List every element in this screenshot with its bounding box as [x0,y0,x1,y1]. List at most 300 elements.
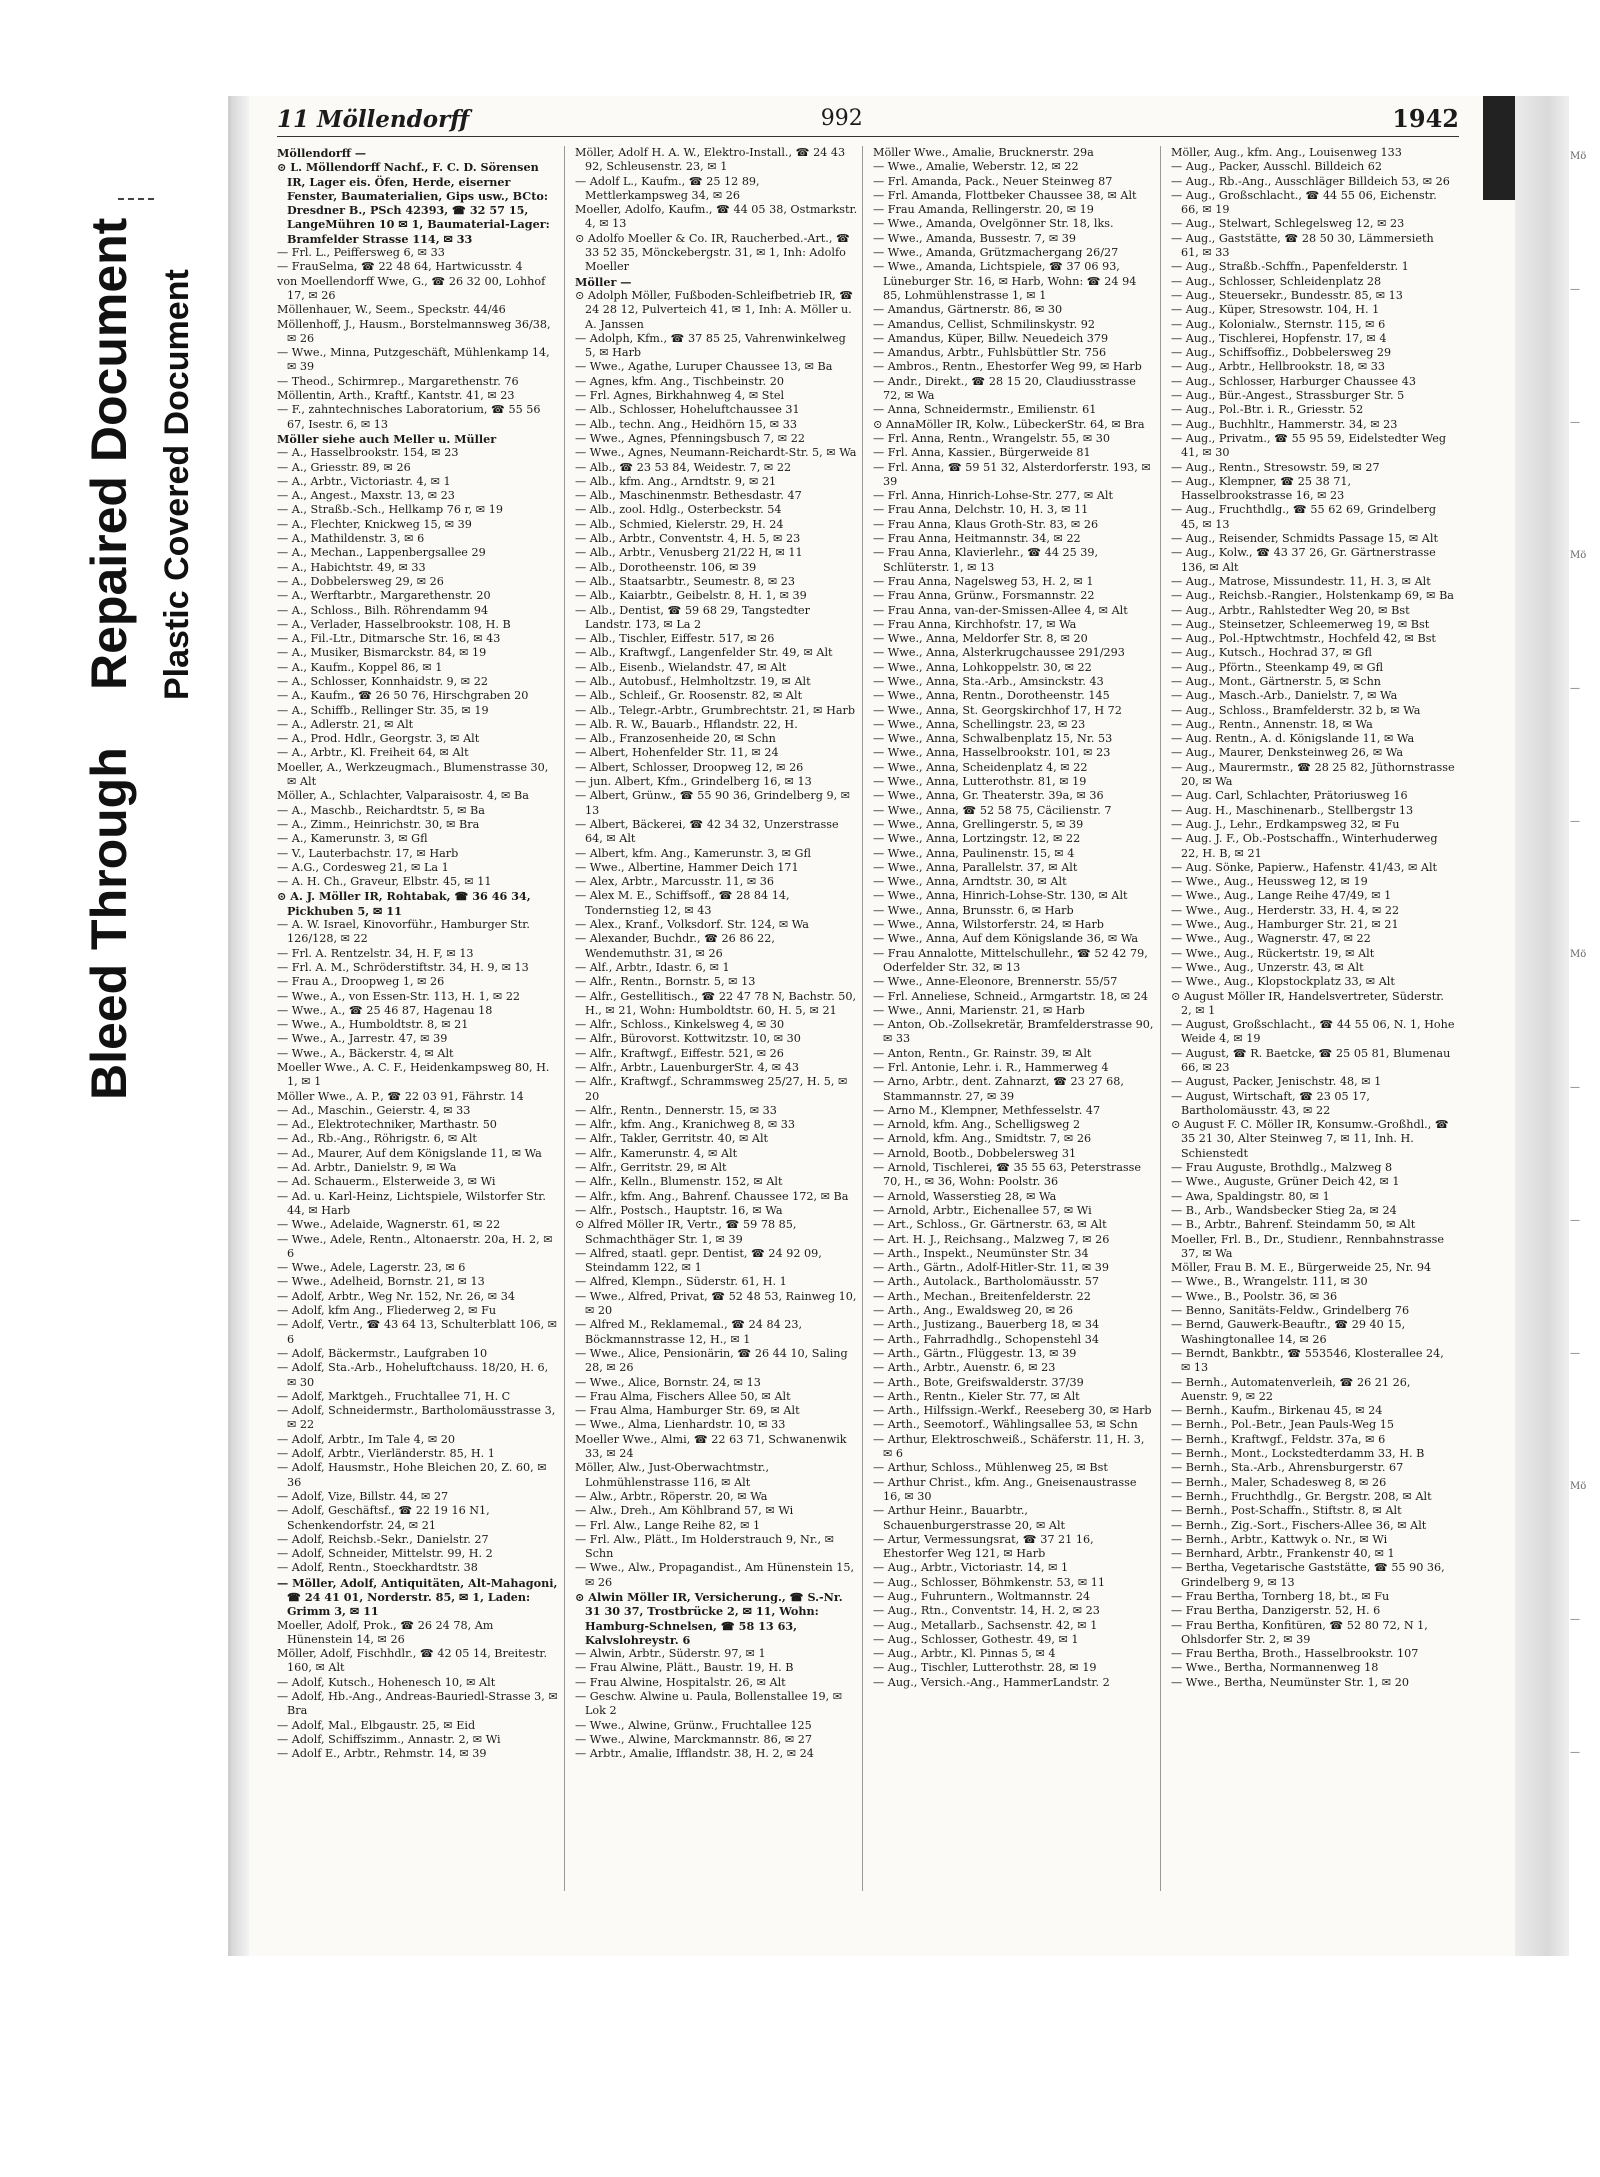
directory-entry: — Wwe., Anna, Auf dem Königslande 36, ✉ Wa [873,932,1139,946]
directory-entry: — Wwe., Aug., Hamburger Str. 21, ✉ 21 [1171,918,1399,932]
directory-entry: — Wwe., Anna, Hinrich-Lohse-Str. 130, ✉ Alt [873,889,1128,903]
repaired-document-label: Repaired Document [81,217,137,690]
directory-entry: — Adolf, Hausmstr., Hohe Bleichen 20, Z. 60, ✉ 36 [277,1461,547,1489]
directory-entry: — Berndt, Bankbtr., ☎ 553546, Klosterallee 24, ✉ 13 [1171,1346,1444,1375]
adjacent-page-fragment: — [1570,683,1580,694]
directory-entry: — Alb., Schleif., Gr. Roosenstr. 82, ✉ Alt [575,689,803,703]
directory-entry: — Alfr., Schloss., Kinkelsweg 4, ✉ 30 [575,1018,785,1032]
directory-entry: — Anton, Rentn., Gr. Rainstr. 39, ✉ Alt [873,1046,1092,1060]
directory-entry: — Alfr., kfm. Ang., Kranichweg 8, ✉ 33 [575,1118,796,1132]
adjacent-page-fragment: — [1570,417,1580,428]
directory-entry: — Wwe., Anna, Paulinenstr. 15, ✉ 4 [873,846,1075,860]
directory-entry: — Frl. Anna, Rentn., Wrangelstr. 55, ✉ 30 [873,431,1110,445]
directory-entry: — Wwe., Anna, Hasselbrookstr. 101, ✉ 23 [873,746,1111,760]
adjacent-page-fragment: — [1570,1614,1580,1625]
adjacent-page-fragment: Mö [1570,151,1587,162]
directory-entry: Möller, Alw., Just-Oberwachtmstr., Lohmühlenstrasse 116, ✉ Alt [575,1461,770,1489]
directory-entry: — Aug., Schlosser, Gothestr. 49, ✉ 1 [873,1632,1079,1646]
directory-entry: — Adolf, Arbtr., Weg Nr. 152, Nr. 26, ✉ 34 [277,1289,515,1303]
directory-entry: — Wwe., Anna, St. Georgskirchhof 17, H 72 [873,703,1122,717]
directory-entry: — Frau Alma, Hamburger Str. 69, ✉ Alt [575,1404,800,1418]
directory-entry: — F., zahntechnisches Laboratorium, ☎ 55 56 67, Isestr. 6, ✉ 13 [277,403,541,431]
directory-entry: — Bernd, Gauwerk-Beauftr., ☎ 29 40 15, Washingtonallee 14, ✉ 26 [1171,1318,1406,1346]
adjacent-page-strip [1570,150,1600,1950]
directory-entry: — Wwe., Aug., Klopstockplatz 33, ✉ Alt [1171,975,1395,989]
directory-entry: — A., Arbtr., Victoriastr. 4, ✉ 1 [277,474,451,488]
directory-entry: — Alfr., Gerritstr. 29, ✉ Alt [575,1161,727,1175]
directory-entry: — Wwe., Anna, Parallelstr. 37, ✉ Alt [873,860,1078,874]
directory-entry: Möllenhauer, W., Seem., Speckstr. 44/46 [277,303,506,317]
directory-entry: — Adolf, Schiffszimm., Annastr. 2, ✉ Wi [277,1732,501,1746]
directory-column-3 [873,146,1161,1891]
directory-entry: — Wwe., Anna, Brunsstr. 6, ✉ Harb [873,903,1074,917]
directory-entry: — Alb., Maschinenmstr. Bethesdastr. 47 [575,489,802,503]
directory-entry: — August, Wirtschaft, ☎ 23 05 17, Bartholomäusstr. 43, ✉ 22 [1171,1089,1370,1117]
directory-entry: — Arno M., Klempner, Methfesselstr. 47 [873,1103,1101,1117]
directory-entry: — Alfr., Gestellitisch., ☎ 22 47 78 N, Bachstr. 50, H., ✉ 21, Wohn: Humboldtstr. 60, H. 5, ✉ 21 [575,989,857,1017]
directory-entry: — Aug. H., Maschinenarb., Stellbergstr 13 [1171,803,1414,817]
directory-entry: — Wwe., Auguste, Grüner Deich 42, ✉ 1 [1171,1175,1400,1189]
directory-entry: — Wwe., Amanda, Ovelgönner Str. 18, lks. [873,217,1114,231]
directory-entry: — Aug., Kolonialw., Sternstr. 115, ✉ 6 [1171,317,1386,331]
directory-entry: — Aug. Rentn., A. d. Königslande 11, ✉ Wa [1171,732,1415,746]
directory-entry: — Aug., Arbtr., Rahlstedter Weg 20, ✉ Bst [1171,603,1410,617]
directory-entry: — Frl. Antonie, Lehr. i. R., Hammerweg 4 [873,1061,1109,1074]
directory-entry: — Adolf, kfm Ang., Fliederweg 2, ✉ Fu [277,1304,497,1318]
directory-entry: — Wwe., Anna, Grellingerstr. 5, ✉ 39 [873,817,1084,831]
directory-entry: — Aug., Stelwart, Schlegelsweg 12, ✉ 23 [1171,217,1405,231]
directory-entry: Möller — [575,274,632,289]
directory-entry: — Wwe., A., Humboldtstr. 8, ✉ 21 [277,1018,469,1032]
directory-entry: — Frl. A. M., Schröderstiftstr. 34, H. 9, ✉ 13 [277,960,529,974]
directory-entry: — Aug., Reisender, Schmidts Passage 15, ✉ Alt [1171,532,1438,546]
directory-entry: Möller Wwe., A. P., ☎ 22 03 91, Fährstr. 14 [277,1089,524,1103]
directory-entry: — Aug., Tischler, Lutterothstr. 28, ✉ 19 [873,1661,1097,1675]
directory-entry: — A., Verlader, Hasselbrookstr. 108, H. B [277,617,511,631]
directory-entry: — Arth., Autolack., Bartholomäusstr. 57 [873,1275,1099,1289]
directory-entry: — Möller, Adolf, Antiquitäten, Alt-Mahagoni, ☎ 24 41 01, Norderstr. 85, ✉ 1, Laden: Grimm 3, ✉ 11 [277,1575,558,1619]
directory-entry: ⊙ August Möller IR, Handelsvertreter, Süderstr. 2, ✉ 1 [1171,989,1444,1017]
directory-entry: — Frau Anna, van-der-Smissen-Allee 4, ✉ Alt [873,603,1128,617]
directory-entry: — Arbtr., Amalie, Ifflandstr. 38, H. 2, ✉ 24 [575,1747,814,1761]
directory-entry: — Frau Bertha, Broth., Hasselbrookstr. 107 [1171,1647,1419,1661]
directory-entry: — Theod., Schirmrep., Margarethenstr. 76 [277,374,519,388]
directory-entry: — August, Packer, Jenischstr. 48, ✉ 1 [1171,1075,1382,1089]
directory-entry: — Wwe., Amanda, Lichtspiele, ☎ 37 06 93, Lüneburger Str. 16, ✉ Harb, Wohn: ☎ 24 94 85, Lohmühlenstrasse 1, ✉ 1 [873,260,1137,302]
directory-entry: — Aug., Bür.-Angest., Strassburger Str. 5 [1171,389,1405,403]
directory-entry: — A., Adlerstr. 21, ✉ Alt [277,717,414,731]
directory-entry: — Frl. Alw., Plätt., Im Holderstrauch 9, Nr., ✉ Schn [575,1532,835,1561]
directory-entry: — Aug., Reichsb.-Rangier., Holstenkamp 69, ✉ Ba [1171,589,1454,603]
directory-entry: — Albert, Hohenfelder Str. 11, ✉ 24 [575,746,779,760]
directory-entry: — Wwe., Anna, Alsterkrugchaussee 291/293 [873,646,1125,660]
directory-entry: — Wwe., Anna, Scheidenplatz 4, ✉ 22 [873,760,1088,774]
directory-entry: — Alfr., Bürovorst. Kottwitzstr. 10, ✉ 30 [575,1032,801,1046]
directory-entry: — A., Kaufm., ☎ 26 50 76, Hirschgraben 20 [277,689,529,703]
directory-entry: Moeller, Frl. B., Dr., Studienr., Rennbahnstrasse 37, ✉ Wa [1171,1232,1445,1260]
directory-entry: — Wwe., Anna, ☎ 52 58 75, Cäcilienstr. 7 [873,803,1112,817]
directory-entry: — Alb., Schlosser, Hoheluftchaussee 31 [575,403,800,417]
directory-entry: Möllendorff — [277,146,367,160]
directory-entry: — Wwe., Albertine, Hammer Deich 171 [575,860,799,874]
directory-entry: — Alexander, Buchdr., ☎ 26 86 22, Wendemuthstr. 31, ✉ 26 [575,932,775,960]
directory-entry: — Alb., Kraftwgf., Langenfelder Str. 49, ✉ Alt [575,646,833,660]
directory-entry: — Aug., Mont., Gärtnerstr. 5, ✉ Schn [1171,674,1382,688]
directory-entry: — Aug., Steinsetzer, Schleemerweg 19, ✉ Bst [1171,617,1430,631]
directory-entry: — Frau A., Droopweg 1, ✉ 26 [277,975,445,989]
directory-entry: ⊙ Alwin Möller IR, Versicherung., ☎ S.-Nr. 31 30 37, Trostbrücke 2, ✉ 11, Wohn: Hamburg-Schnelsen, ☎ 58 13 63, Kalvslohreystr. 6 [575,1589,843,1647]
directory-entry: — Aug., Großschlacht., ☎ 44 55 06, Eichenstr. 66, ✉ 19 [1171,188,1437,217]
directory-entry: — Alfr., kfm. Ang., Bahrenf. Chaussee 172, ✉ Ba [575,1189,849,1203]
directory-entry: — Adolf, Arbtr., Im Tale 4, ✉ 20 [277,1432,456,1446]
directory-entry: — Alb., Kaiarbtr., Geibelstr. 8, H. 1, ✉ 39 [575,589,807,603]
directory-entry: — Arth., Justizang., Bauerberg 18, ✉ 34 [873,1318,1100,1332]
directory-entry: — Agnes, kfm. Ang., Tischbeinstr. 20 [575,374,784,388]
directory-entry: ⊙ L. Möllendorff Nachf., F. C. D. Sörensen IR, Lager eis. Öfen, Herde, eiserner Fenster, Baumaterialien, Gips usw., BCto: Dresdner B., PSch 42393, ☎ 32 57 15, LangeMühren 10 ✉ 1, Baumaterial-Lager: Bramfelder Strasse 114, ✉ 33 [277,160,550,246]
directory-entry: — A., Flechter, Knickweg 15, ✉ 39 [277,517,472,531]
directory-entry: — Aug., Küper, Stresowstr. 104, H. 1 [1171,303,1380,317]
directory-entry: — Amandus, Arbtr., Fuhlsbüttler Str. 756 [873,346,1107,360]
directory-entry: — Aug., Pförtn., Steenkamp 49, ✉ Gfl [1171,660,1384,674]
directory-entry: — V., Lauterbachstr. 17, ✉ Harb [277,846,459,860]
directory-entry: — Alb., Dorotheenstr. 106, ✉ 39 [575,560,757,574]
directory-entry: — Aug., Kolw., ☎ 43 37 26, Gr. Gärtnerstrasse 136, ✉ Alt [1171,546,1436,574]
directory-entry: — Arnold, Arbtr., Eichenallee 57, ✉ Wi [873,1203,1092,1217]
adjacent-page-fragment: — [1570,1747,1580,1758]
directory-entry: — Wwe., Anne-Eleonore, Brennerstr. 55/57 [873,975,1118,989]
directory-entry: — Ad. Schauerm., Elsterweide 3, ✉ Wi [277,1175,496,1189]
directory-entry: — Wwe., Bertha, Neumünster Str. 1, ✉ 20 [1171,1675,1409,1689]
directory-entry: — Wwe., Alice, Pensionärin, ☎ 26 44 10, Saling 28, ✉ 26 [575,1346,848,1375]
adjacent-page-fragment: Mö [1570,949,1587,960]
directory-entry: — Bernh., Pol.-Betr., Jean Pauls-Weg 15 [1171,1418,1394,1432]
directory-entry: — Wwe., Aug., Heussweg 12, ✉ 19 [1171,875,1368,889]
directory-entry: — Adolf, Reichsb.-Sekr., Danielstr. 27 [277,1532,489,1546]
directory-entry: — Wwe., Aug., Rückertstr. 19, ✉ Alt [1171,946,1375,960]
directory-entry: — Wwe., Alw., Propagandist., Am Hünenstein 15, ✉ 26 [575,1561,855,1589]
directory-entry: — Aug., Gaststätte, ☎ 28 50 30, Lämmersieth 61, ✉ 33 [1171,231,1434,260]
directory-entry: — Amandus, Küper, Billw. Neuedeich 379 [873,331,1109,345]
directory-entry: — Aug. Sönke, Papierw., Hafenstr. 41/43, ✉ Alt [1171,860,1438,874]
directory-entry: — Wwe., A., von Essen-Str. 113, H. 1, ✉ 22 [277,989,521,1003]
directory-entry: — Frau Alwine, Hospitalstr. 26, ✉ Alt [575,1675,786,1689]
directory-entry: ⊙ August F. C. Möller IR, Konsumw.-Großhdl., ☎ 35 21 30, Alter Steinweg 7, ✉ 11, Inh. H. Schienstedt [1171,1118,1449,1160]
directory-entry: — Aug., Arbtr., Kl. Pinnas 5, ✉ 4 [873,1647,1056,1661]
directory-entry: Möller, Aug., kfm. Ang., Louisenweg 133 [1171,146,1402,159]
directory-entry: — Wwe., Aug., Herderstr. 33, H. 4, ✉ 22 [1171,903,1400,917]
adjacent-page-fragment: Mö [1570,550,1587,561]
directory-entry: — Wwe., Alma, Lienhardstr. 10, ✉ 33 [575,1418,786,1432]
directory-entry: — A., Werftarbtr., Margarethenstr. 20 [277,589,491,603]
directory-entry: — Wwe., Aug., Unzerstr. 43, ✉ Alt [1171,960,1364,974]
directory-entry: — Aug., Packer, Ausschl. Billdeich 62 [1171,160,1382,174]
directory-entry: — Arthur, Elektroschweiß., Schäferstr. 11, H. 3, ✉ 6 [873,1432,1145,1461]
directory-entry: — Arth., Seemotorf., Wählingsallee 53, ✉ Schn [873,1418,1138,1432]
directory-entry: — A., Dobbelersweg 29, ✉ 26 [277,574,444,588]
directory-entry: — Aug., Matrose, Missundestr. 11, H. 3, ✉ Alt [1171,574,1431,588]
directory-entry: — Bernh., Zig.-Sort., Fischers-Allee 36, ✉ Alt [1171,1518,1427,1532]
adjacent-page-fragment: Mö [1570,1481,1587,1492]
directory-entry: — Arnold, kfm. Ang., Schelligsweg 2 [873,1118,1081,1132]
directory-entry: — Wwe., Anna, Sta.-Arb., Amsinckstr. 43 [873,674,1104,688]
directory-entry: — Arth., Hilfssign.-Werkf., Reeseberg 30, ✉ Harb [873,1404,1152,1418]
directory-entry: — Adolf, Sta.-Arb., Hoheluftchauss. 18/20, H. 6, ✉ 30 [277,1361,549,1389]
directory-entry: — Frau Alma, Fischers Allee 50, ✉ Alt [575,1389,791,1403]
directory-entry: Moeller Wwe., A. C. F., Heidenkampsweg 80, H. 1, ✉ 1 [277,1061,550,1089]
directory-entry: — Aug., Straßb.-Schffn., Papenfelderstr. 1 [1171,260,1409,274]
directory-entry: — Wwe., Anna, Rentn., Dorotheenstr. 145 [873,689,1110,703]
directory-entry: — Alw., Arbtr., Röperstr. 20, ✉ Wa [575,1489,768,1503]
directory-entry: Möller siehe auch Meller u. Müller [277,431,497,446]
directory-entry: — Anton, Ob.-Zollsekretär, Bramfelderstrasse 90, ✉ 33 [873,1018,1154,1046]
directory-entry: — Andr., Direkt., ☎ 28 15 20, Claudiusstrasse 72, ✉ Wa [873,374,1136,403]
directory-entry: — jun. Albert, Kfm., Grindelberg 16, ✉ 13 [575,775,812,789]
directory-column-4 [1171,146,1459,1891]
directory-entry: — Wwe., B., Wrangelstr. 111, ✉ 30 [1171,1275,1368,1289]
directory-entry: — Ad. u. Karl-Heinz, Lichtspiele, Wilstorfer Str. 44, ✉ Harb [277,1189,546,1217]
adjacent-page-fragment: — [1570,816,1580,827]
directory-entry: — Aug., Rtn., Conventstr. 14, H. 2, ✉ 23 [873,1604,1100,1618]
directory-entry: — Frau Bertha, Konfitüren, ☎ 52 80 72, N 1, Ohlsdorfer Str. 2, ✉ 39 [1171,1618,1428,1646]
directory-entry: — Bernh., Fruchthdlg., Gr. Bergstr. 208, ✉ Alt [1171,1489,1432,1503]
directory-entry: — Frau Auguste, Brothdlg., Malzweg 8 [1171,1161,1393,1175]
directory-entry: — A., Mechan., Lappenbergsallee 29 [277,546,486,560]
directory-entry: — Aug., Steuersekr., Bundesstr. 85, ✉ 13 [1171,288,1403,302]
directory-entry: — Arth., Gärtn., Adolf-Hitler-Str. 11, ✉ 39 [873,1261,1110,1275]
page-shadow [1515,96,1569,1956]
directory-entry: Moeller Wwe., Almi, ☎ 22 63 71, Schwanenwik 33, ✉ 24 [575,1432,847,1461]
directory-entry: — Frau Bertha, Tornberg 18, bt., ✉ Fu [1171,1589,1390,1603]
directory-columns [277,146,1459,1891]
directory-entry: — Aug., Buchhltr., Hammerstr. 34, ✉ 23 [1171,417,1398,431]
directory-entry: — Aug., Privatm., ☎ 55 95 59, Eidelstedter Weg 41, ✉ 30 [1171,431,1447,460]
directory-entry: — Adolf, Rentn., Stoeckhardtstr. 38 [277,1561,478,1575]
directory-entry: — Aug., Schlosser, Schleidenplatz 28 [1171,274,1382,288]
directory-entry: Möller, Adolf H. A. W., Elektro-Install., ☎ 24 43 92, Schleusenstr. 23, ✉ 1 [575,146,846,174]
bleed-through-label: Bleed Through [81,747,137,1100]
directory-entry: — Frau Anna, Klavierlehr., ☎ 44 25 39, Schlüterstr. 1, ✉ 13 [873,546,1099,574]
directory-entry: — B., Arb., Wandsbecker Stieg 2a, ✉ 24 [1171,1203,1397,1217]
directory-entry: — Alb., Dentist, ☎ 59 68 29, Tangstedter Landstr. 173, ✉ La 2 [575,603,810,631]
directory-entry: — Bernh., Maler, Schadesweg 8, ✉ 26 [1171,1475,1387,1489]
directory-entry: — Bernh., Arbtr., Kattwyk o. Nr., ✉ Wi [1171,1532,1388,1546]
directory-entry: — Wwe., Anna, Schellingstr. 23, ✉ 23 [873,717,1086,731]
directory-entry: Möllentin, Arth., Kraftf., Kantstr. 41, ✉ 23 [277,389,515,403]
scan-dash-mark [118,198,154,200]
directory-entry: — Amandus, Cellist, Schmilinskystr. 92 [873,317,1096,331]
directory-entry: Möllenhoff, J., Hausm., Borstelmannsweg 36/38, ✉ 26 [277,317,551,345]
directory-entry: — Frau Bertha, Danzigerstr. 52, H. 6 [1171,1604,1381,1618]
directory-entry: — Art., Schloss., Gr. Gärtnerstr. 63, ✉ Alt [873,1218,1107,1232]
directory-entry: — Frau Anna, Nagelsweg 53, H. 2, ✉ 1 [873,574,1094,588]
adjacent-page-fragment: — [1570,1082,1580,1093]
directory-entry: — Ad., Maurer, Auf dem Königslande 11, ✉ Wa [277,1146,542,1160]
directory-entry: — A., Kaufm., Koppel 86, ✉ 1 [277,660,443,674]
directory-entry: — Adolf, Kutsch., Hohenesch 10, ✉ Alt [277,1675,496,1689]
adjacent-page-fragment: — [1570,284,1580,295]
directory-entry: — FrauSelma, ☎ 22 48 64, Hartwicusstr. 4 [277,260,523,274]
directory-entry: — Alfred M., Reklamemal., ☎ 24 84 23, Böckmannstrasse 12, H., ✉ 1 [575,1318,803,1346]
directory-entry: — A. H. Ch., Graveur, Elbstr. 45, ✉ 11 [277,875,492,889]
directory-entry: — Arnold, Bootb., Dobbelersweg 31 [873,1146,1077,1160]
directory-entry: — Wwe., Minna, Putzgeschäft, Mühlenkamp 14, ✉ 39 [277,346,550,374]
directory-entry: — Arth., Arbtr., Auenstr. 6, ✉ 23 [873,1361,1056,1375]
plastic-covered-label: Plastic Covered Document [158,269,196,700]
directory-entry: — August, ☎ R. Baetcke, ☎ 25 05 81, Blumenau 66, ✉ 23 [1171,1046,1451,1074]
directory-entry: Möller Wwe., Amalie, Brucknerstr. 29a [873,146,1094,159]
directory-entry: — Aug., Rentn., Stresowstr. 59, ✉ 27 [1171,460,1380,474]
directory-entry: — Adolf L., Kaufm., ☎ 25 12 89, Mettlerkampsweg 34, ✉ 26 [575,174,760,202]
directory-entry: — Ambros., Rentn., Ehestorfer Weg 99, ✉ Harb [873,360,1142,374]
directory-entry: — Arthur, Schloss., Mühlenweg 25, ✉ Bst [873,1461,1108,1475]
directory-entry: Moeller, Adolf, Prok., ☎ 26 24 78, Am Hünenstein 14, ✉ 26 [277,1618,494,1646]
directory-entry: — Aug. Carl, Schlachter, Prätoriusweg 16 [1171,789,1408,803]
directory-entry: — Alwin, Arbtr., Süderstr. 97, ✉ 1 [575,1647,766,1661]
directory-entry: — Alb., Tischler, Eiffestr. 517, ✉ 26 [575,632,775,646]
directory-entry: — Aug., Schlosser, Böhmkenstr. 53, ✉ 11 [873,1575,1105,1589]
directory-entry: — Wwe., Alwine, Grünw., Fruchtallee 125 [575,1718,812,1732]
directory-entry: — Bernhard, Arbtr., Frankenstr 40, ✉ 1 [1171,1547,1395,1561]
directory-entry: Moeller, Adolfo, Kaufm., ☎ 44 05 38, Ostmarkstr. 4, ✉ 13 [575,203,858,231]
directory-entry: — Alb., Autobusf., Helmholtzstr. 19, ✉ Alt [575,674,811,688]
directory-entry: — Wwe., A., Jarrestr. 47, ✉ 39 [277,1032,448,1046]
scanned-page [228,96,1569,1956]
directory-entry: — A., Kamerunstr. 3, ✉ Gfl [277,832,428,846]
directory-entry: — Alfr., Takler, Gerritstr. 40, ✉ Alt [575,1132,769,1146]
page-number: 992 [820,106,863,131]
directory-entry: — Alfr., Kraftwgf., Schrammsweg 25/27, H. 5, ✉ 20 [575,1075,848,1103]
directory-entry: — A.G., Cordesweg 21, ✉ La 1 [277,860,449,874]
directory-entry: — Adolf, Bäckermstr., Laufgraben 10 [277,1346,488,1360]
directory-entry: — Adolf, Hb.-Ang., Andreas-Bauriedl-Strasse 3, ✉ Bra [277,1690,558,1718]
directory-entry: — Anna, Schneidermstr., Emilienstr. 61 [873,403,1097,417]
directory-entry: — Awa, Spaldingstr. 80, ✉ 1 [1171,1189,1330,1203]
directory-entry: — Bernh., Kraftwgf., Feldstr. 37a, ✉ 6 [1171,1432,1386,1446]
directory-entry: — Frl. L., Peiffersweg 6, ✉ 33 [277,246,445,260]
directory-entry: — Alb., Telegr.-Arbtr., Grumbrechtstr. 21, ✉ Harb [575,703,856,717]
directory-entry: — Arnold, Wasserstieg 28, ✉ Wa [873,1189,1057,1203]
directory-entry: — Aug., Masch.-Arb., Danielstr. 7, ✉ Wa [1171,689,1398,703]
directory-column-1 [277,146,565,1891]
directory-entry: — A., Angest., Maxstr. 13, ✉ 23 [277,489,455,503]
directory-entry: — Amandus, Gärtnerstr. 86, ✉ 30 [873,303,1063,317]
directory-entry: — Alb., techn. Ang., Heidhörn 15, ✉ 33 [575,417,797,431]
directory-entry: — Alb., ☎ 23 53 84, Weidestr. 7, ✉ 22 [575,460,792,474]
directory-entry: — Aug., Tischlerei, Hopfenstr. 17, ✉ 4 [1171,331,1387,345]
directory-entry: — Alex, Arbtr., Marcusstr. 11, ✉ 36 [575,875,774,889]
directory-entry: — Ad., Maschin., Geierstr. 4, ✉ 33 [277,1103,471,1117]
directory-entry: — Wwe., Alice, Bornstr. 24, ✉ 13 [575,1375,761,1389]
directory-entry: — Wwe., Adelaide, Wagnerstr. 61, ✉ 22 [277,1218,501,1232]
directory-entry: — Alfr., Arbtr., LauenburgerStr. 4, ✉ 43 [575,1061,799,1074]
directory-entry: — Arthur Christ., kfm. Ang., Gneisenaustrasse 16, ✉ 30 [873,1475,1137,1503]
directory-entry: — Frl. Amanda, Pack., Neuer Steinweg 87 [873,174,1113,188]
directory-entry: — A., Maschb., Reichardtstr. 5, ✉ Ba [277,803,485,817]
directory-entry: — Frl. Anna, Kassier., Bürgerweide 81 [873,446,1091,460]
directory-entry: — Adolf, Marktgeh., Fruchtallee 71, H. C [277,1389,511,1403]
directory-entry: — A., Mathildenstr. 3, ✉ 6 [277,532,425,546]
page-header [277,102,1459,137]
directory-entry: — Alfr., Rentn., Bornstr. 5, ✉ 13 [575,975,756,989]
directory-entry: — Wwe., Adele, Rentn., Altonaerstr. 20a, H. 2, ✉ 6 [277,1232,553,1260]
directory-entry: — Frau Anna, Klaus Groth-Str. 83, ✉ 26 [873,517,1099,531]
directory-entry: — A., Musiker, Bismarckstr. 84, ✉ 19 [277,646,487,660]
directory-entry: — Aug., Klempner, ☎ 25 38 71, Hasselbrookstrasse 16, ✉ 23 [1171,474,1352,503]
directory-entry: — Bernh., Automatenverleih, ☎ 26 21 26, Auenstr. 9, ✉ 22 [1171,1375,1411,1403]
directory-entry: von Moellendorff Wwe, G., ☎ 26 32 00, Lohhof 17, ✉ 26 [277,274,546,302]
directory-entry: — Wwe., Agnes, Neumann-Reichardt-Str. 5, ✉ Wa [575,446,857,460]
directory-entry: — Alf., Arbtr., Idastr. 6, ✉ 1 [575,960,730,974]
directory-entry: — Alfr., Kamerunstr. 4, ✉ Alt [575,1146,738,1160]
directory-column-2 [575,146,863,1891]
directory-entry: — Arth., Inspekt., Neumünster Str. 34 [873,1246,1089,1260]
directory-entry: — Arthur Heinr., Bauarbtr., Schauenburgerstrasse 20, ✉ Alt [873,1504,1066,1532]
directory-entry: — Albert, Bäckerei, ☎ 42 34 32, Unzerstrasse 64, ✉ Alt [575,817,839,846]
directory-entry: — Wwe., Agnes, Pfenningsbusch 7, ✉ 22 [575,431,805,445]
directory-entry: — A., Schloss., Bilh. Röhrendamm 94 [277,603,489,617]
directory-entry: — Wwe., Bertha, Normannenweg 18 [1171,1661,1379,1675]
adjacent-page-fragment: — [1570,1348,1580,1359]
directory-entry: — A., Zimm., Heinrichstr. 30, ✉ Bra [277,817,480,831]
directory-entry: — Art. H. J., Reichsang., Malzweg 7, ✉ 26 [873,1232,1110,1246]
directory-entry: — Wwe., Anna, Meldorfer Str. 8, ✉ 20 [873,632,1088,646]
directory-entry: — Alfred, staatl. gepr. Dentist, ☎ 24 92 09, Steindamm 122, ✉ 1 [575,1246,822,1275]
directory-entry: — A. W. Israel, Kinovorführ., Hamburger Str. 126/128, ✉ 22 [277,918,530,946]
directory-entry: — A., Schlosser, Konnhaidstr. 9, ✉ 22 [277,674,488,688]
directory-entry: — Arth., Rentn., Kieler Str. 77, ✉ Alt [873,1389,1080,1403]
directory-entry: — Arnold, Tischlerei, ☎ 35 55 63, Peterstrasse 70, H., ✉ 36, Wohn: Poolstr. 36 [873,1161,1141,1189]
directory-entry: — Aug., Versich.-Ang., HammerLandstr. 2 [873,1675,1110,1689]
directory-entry: — Adolf, Schneidermstr., Bartholomäusstrasse 3, ✉ 22 [277,1404,556,1432]
directory-entry: — Aug. J. F., Ob.-Postschaffn., Winterhuderweg 22, H. B, ✉ 21 [1171,832,1438,860]
directory-entry: — Alb., Staatsarbtr., Seumestr. 8, ✉ 23 [575,574,796,588]
directory-entry: — Aug., Rb.-Ang., Ausschläger Billdeich 53, ✉ 26 [1171,174,1450,188]
directory-entry: — Alfr., Kelln., Blumenstr. 152, ✉ Alt [575,1175,783,1189]
directory-entry: — Aug. J., Lehr., Erdkampsweg 32, ✉ Fu [1171,817,1400,831]
header-year: 1942 [1392,104,1459,133]
directory-entry: — A., Fil.-Ltr., Ditmarsche Str. 16, ✉ 43 [277,632,501,646]
directory-entry: — Wwe., Anni, Marienstr. 21, ✉ Harb [873,1003,1085,1017]
directory-entry: — Frl. Amanda, Flottbeker Chaussee 38, ✉ Alt [873,188,1137,202]
directory-entry: — Aug., Arbtr., Hellbrookstr. 18, ✉ 33 [1171,360,1386,374]
directory-entry: Möller, Adolf, Fischhdlr., ☎ 42 05 14, Breitestr. 160, ✉ Alt [277,1647,548,1675]
directory-entry: — Frau Anna, Heitmannstr. 34, ✉ 22 [873,532,1081,546]
directory-entry: — Adolf, Geschäftsf., ☎ 22 19 16 N1, Schenkendorfstr. 24, ✉ 21 [277,1504,490,1532]
directory-entry: — Wwe., Aug., Wagnerstr. 47, ✉ 22 [1171,932,1371,946]
directory-entry: — Alb., Arbtr., Conventstr. 4, H. 5, ✉ 23 [575,532,801,546]
directory-entry: — Aug., Fruchthdlg., ☎ 55 62 69, Grindelberg 45, ✉ 13 [1171,503,1437,531]
directory-entry: — Wwe., Anna, Lohkoppelstr. 30, ✉ 22 [873,660,1092,674]
directory-entry: — Geschw. Alwine u. Paula, Bollenstallee 19, ✉ Lok 2 [575,1690,843,1718]
directory-entry: — Alb., Schmied, Kielerstr. 29, H. 24 [575,517,784,531]
directory-entry: — Aug., Schloss., Bramfelderstr. 32 b, ✉ Wa [1171,703,1421,717]
directory-entry: — Albert, Grünw., ☎ 55 90 36, Grindelberg 9, ✉ 13 [575,789,851,817]
directory-entry: — Arth., Mechan., Breitenfelderstr. 22 [873,1289,1091,1303]
directory-entry: — Bertha, Vegetarische Gaststätte, ☎ 55 90 36, Grindelberg 9, ✉ 13 [1171,1561,1445,1589]
directory-entry: — Frl. A. Rentzelstr. 34, H. F, ✉ 13 [277,946,474,960]
directory-entry: — Wwe., Anna, Arndtstr. 30, ✉ Alt [873,875,1067,889]
directory-entry: — Wwe., Anna, Lutterothstr. 81, ✉ 19 [873,775,1087,789]
directory-entry: Moeller, A., Werkzeugmach., Blumenstrasse 30, ✉ Alt [277,760,549,789]
directory-entry: — Wwe., Adelheid, Bornstr. 21, ✉ 13 [277,1275,485,1289]
directory-entry: — A., Prod. Hdlr., Georgstr. 3, ✉ Alt [277,732,480,746]
directory-entry: — Bernh., Kaufm., Birkenau 45, ✉ 24 [1171,1404,1383,1418]
directory-entry: ⊙ A. J. Möller IR, Rohtabak, ☎ 36 46 34, Pickhuben 5, ✉ 11 [277,889,531,918]
directory-entry: — Wwe., Anna, Schwalbenplatz 15, Nr. 53 [873,732,1113,746]
directory-entry: — Alex M. E., Schiffsoff., ☎ 28 84 14, Tondernstieg 12, ✉ 43 [575,889,790,917]
directory-entry: — August, Großschlacht., ☎ 44 55 06, N. 1, Hohe Weide 4, ✉ 19 [1171,1018,1455,1046]
directory-entry: — Arth., Bote, Greifswalderstr. 37/39 [873,1375,1084,1389]
